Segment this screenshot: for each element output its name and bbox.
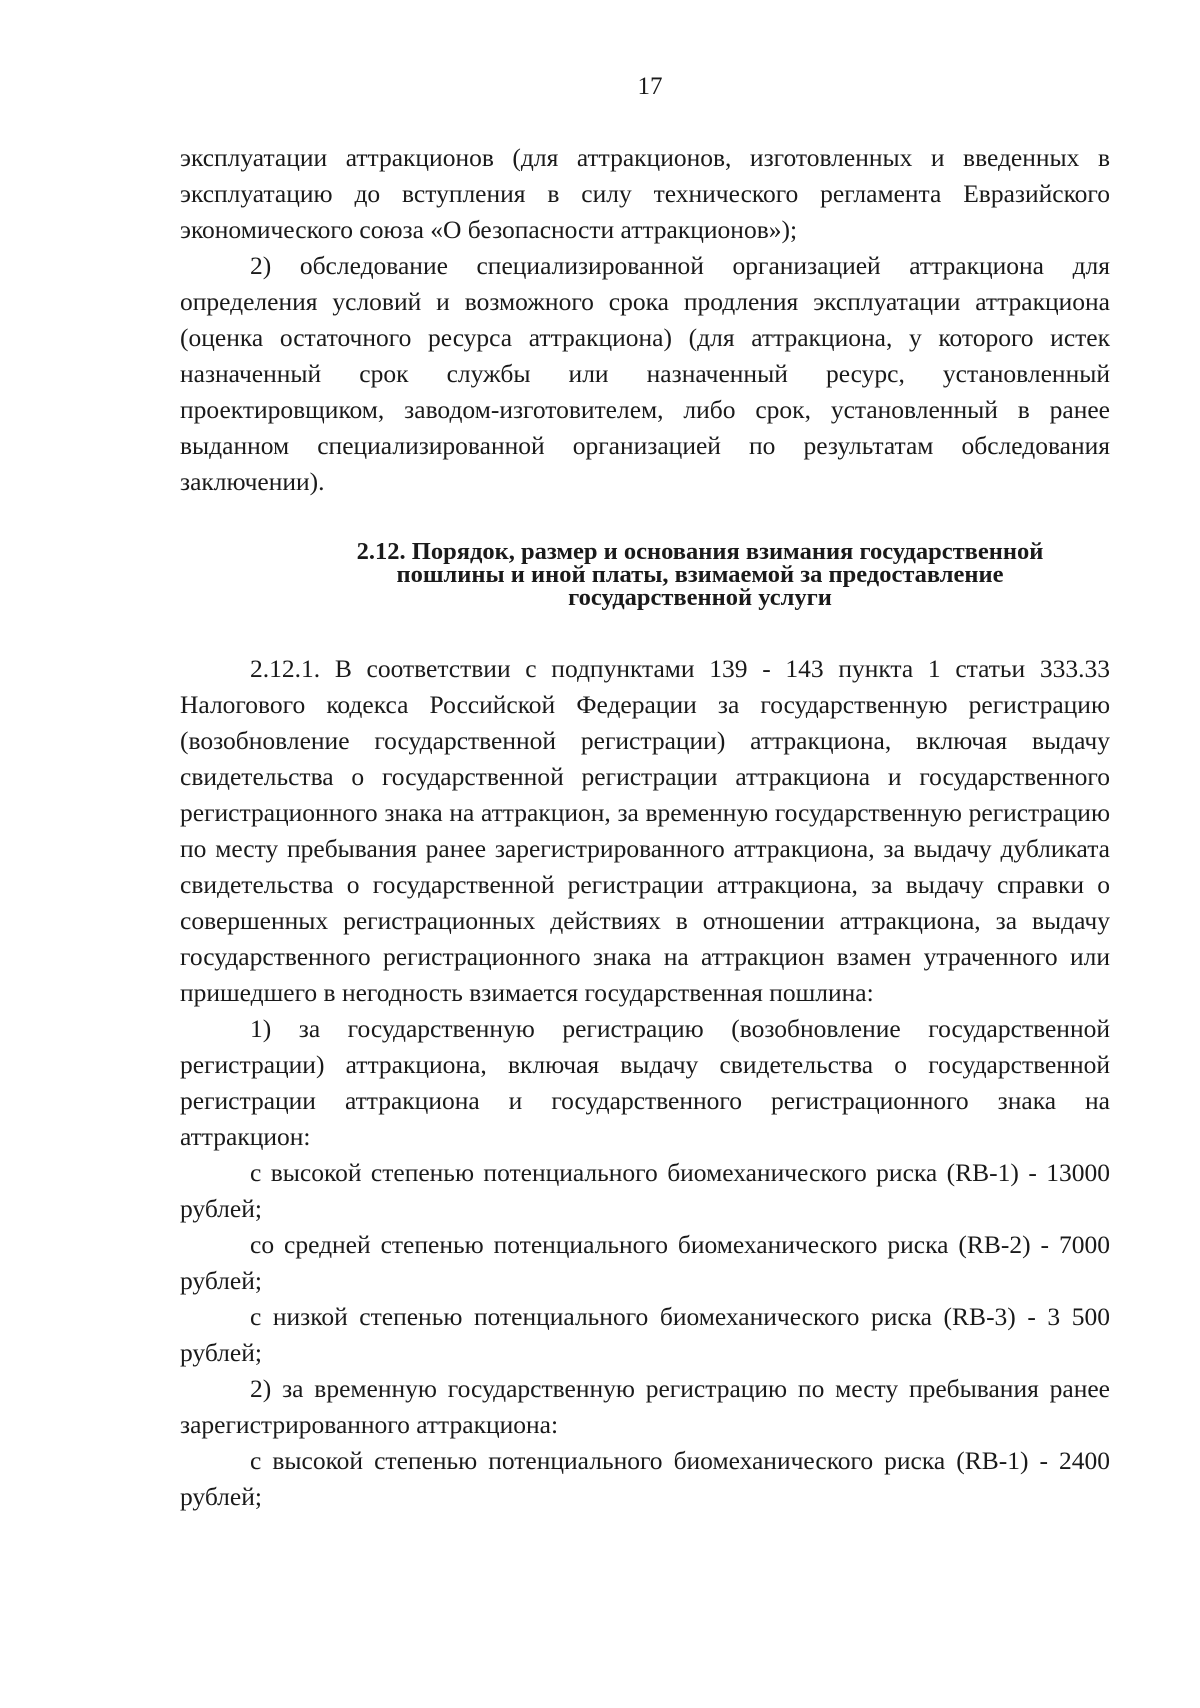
page-number: 17: [637, 73, 663, 100]
paragraph-fee-item-1: 1) за государственную регистрацию (возобновление государственной регистрации) аттракциона, включая выдачу свидетельства о государственной регистрации аттракциона и государственного регистрационного знака на аттракцион:: [180, 1014, 1110, 1151]
paragraph-fee-rb3: с низкой степенью потенциального биомеханического риска (RB-3) - 3 500 рублей;: [180, 1302, 1110, 1367]
paragraph-fee-rb2: со средней степенью потенциального биомеханического риска (RB-2) - 7000 рублей;: [180, 1230, 1110, 1295]
section-heading: [180, 540, 1110, 609]
section-heading-line: государственной услуги: [568, 584, 832, 611]
section-heading-line: 2.12. Порядок, размер и основания взимания государственной: [356, 538, 1044, 565]
paragraph-fee-temp-rb1: с высокой степенью потенциального биомеханического риска (RB-1) - 2400 рублей;: [180, 1446, 1110, 1511]
section-heading-line: пошлины и иной платы, взимаемой за предоставление: [396, 561, 1004, 588]
paragraph-fee-rb1: с высокой степенью потенциального биомеханического риска (RB-1) - 13000 рублей;: [180, 1158, 1110, 1223]
paragraph-continuation: эксплуатации аттракционов (для аттракционов, изготовленных и введенных в эксплуатацию до вступления в силу технического регламента Евразийского экономического союза «О безопасности аттракционов»);: [180, 143, 1110, 244]
paragraph-item-2-survey: 2) обследование специализированной организацией аттракциона для определения условий и возможного срока продления эксплуатации аттракциона (оценка остаточного ресурса аттракциона) (для аттракциона, у которого истек назначенный срок службы или назначенный ресурс, установленный проектировщиком, заводом-изготовителем, либо срок, установленный в ранее выданном специализированной организацией по результатам обследования заключении).: [180, 251, 1110, 496]
paragraph-2-12-1: 2.12.1. В соответствии с подпунктами 139 - 143 пункта 1 статьи 333.33 Налогового кодекса Российской Федерации за государственную регистрацию (возобновление государственной регистрации) аттракциона, включая выдачу свидетельства о государственной регистрации аттракциона и государственного регистрационного знака на аттракцион, за временную государственную регистрацию по месту пребывания ранее зарегистрированного аттракциона, за выдачу дубликата свидетельства о государственной регистрации аттракциона, за выдачу справки о совершенных регистрационных действиях в отношении аттракциона, за выдачу государственного регистрационного знака на аттракцион взамен утраченного или пришедшего в негодность взимается государственная пошлина:: [180, 654, 1110, 1007]
paragraph-fee-item-2: 2) за временную государственную регистрацию по месту пребывания ранее зарегистрированного аттракциона:: [180, 1374, 1110, 1439]
